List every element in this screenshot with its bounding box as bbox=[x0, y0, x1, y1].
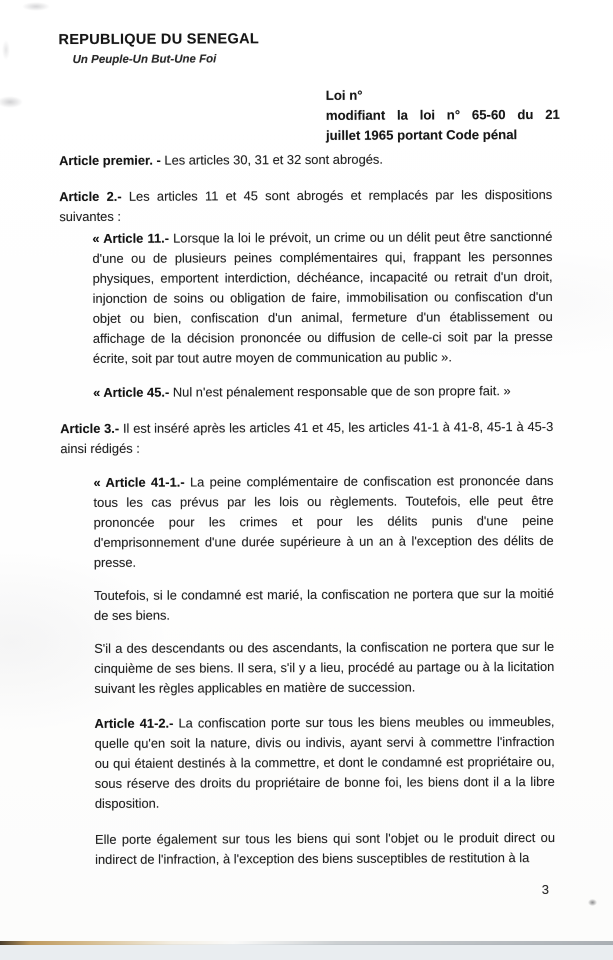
national-motto: Un Peuple-Un But-Une Foi bbox=[72, 53, 217, 67]
paragraph-elle-porte bbox=[95, 828, 555, 870]
paragraph-article-2 bbox=[59, 185, 552, 227]
article-premier-label: Article premier. - bbox=[59, 152, 165, 169]
page-number: 3 bbox=[541, 882, 549, 897]
toutefois-text: Toutefois, si le condamné est marié, la confiscation ne portera que sur la moitié de ses biens. bbox=[93, 585, 554, 623]
article-3-label: Article 3.- bbox=[60, 420, 123, 437]
article-2-text: Les articles 11 et 45 sont abrogés et remplacés par les dispositions suivantes : bbox=[59, 186, 553, 225]
paragraph-article-3 bbox=[60, 417, 553, 459]
article-41-1-text: La peine complémentaire de confiscation est prononcée dans tous les cas prévus par les lois ou règlements. Toutefois, elle peut être prononcée pour les crimes et pour les délits punis d'une peine d'emprisonnement d'une durée supérieure à un an à l'exception des délits de presse. bbox=[93, 472, 554, 570]
paragraph-toutefois bbox=[94, 584, 554, 626]
article-45-text: Nul n'est pénalement responsable que de son propre fait. » bbox=[172, 383, 511, 400]
paragraph-descendants bbox=[94, 637, 554, 699]
article-11-text: Lorsque la loi le prévoit, un crime ou un délit peut être sanctionné d'une ou de plusieurs peines complémentaires qui, frappant les personnes physiques, emportent interdiction, déchéance, incapacité ou retrait d'un droit, injonction de soins ou obligation de faire, immobilisation ou confiscation d'un objet ou bien, confiscation d'un animal, fermeture d'un établissement ou affichage de la décision prononcée ou diffusion de celle-ci soit par la presse écrite, soit par tout autre moyen de communication au public ». bbox=[92, 228, 553, 366]
page-bottom-edge bbox=[0, 941, 613, 945]
article-premier-text: Les articles 30, 31 et 32 sont abrogés. bbox=[164, 151, 383, 168]
country-title: REPUBLIQUE DU SENEGAL bbox=[58, 31, 260, 49]
paragraph-article-41-1 bbox=[93, 471, 553, 573]
paragraph-article-41-2 bbox=[94, 712, 554, 814]
paragraph-article-premier bbox=[59, 149, 552, 171]
article-11-label: « Article 11.- bbox=[92, 230, 174, 246]
article-2-label: Article 2.- bbox=[59, 188, 129, 205]
elle-porte-text: Elle porte également sur tous les biens qui sont l'objet ou le produit direct ou indirect de l'infraction, à l'exception des biens susceptibles de restitution à la bbox=[94, 829, 556, 867]
paragraph-article-45 bbox=[93, 381, 553, 403]
document-header bbox=[58, 29, 551, 68]
descendants-text: S'il a des descendants ou des ascendants, la confiscation ne portera que sur le cinquième de ses biens. Il sera, s'il y a lieu, procédé au partage ou à la licitation suivant les règles applicables en matière de succession. bbox=[94, 638, 555, 696]
law-number-line: Loi n° bbox=[325, 87, 363, 103]
law-title-line: modifiant la loi n° 65-60 du 21 bbox=[325, 106, 560, 123]
article-41-2-text: La confiscation porte sur tous les biens meubles ou immeubles, quelle qu'en soit la nature, divis ou indivis, ayant servi à commettre l'infraction ou qui étaient destinés à la commettre, et dont le condamné est propriétaire ou, sous réserve des droits du propriétaire de bonne foi, les biens dont il a la libre disposition. bbox=[94, 713, 555, 811]
article-45-label: « Article 45.- bbox=[93, 384, 173, 400]
law-title-block bbox=[326, 85, 560, 146]
article-41-2-label: Article 41-2.- bbox=[94, 715, 179, 731]
law-title-line: juillet 1965 portant Code pénal bbox=[325, 127, 518, 143]
article-3-text: Il est inséré après les articles 41 et 45, les articles 41-1 à 41-8, 45-1 à 45-3 ainsi rédigés : bbox=[60, 418, 554, 457]
paragraph-article-11 bbox=[92, 227, 553, 369]
article-41-1-label: « Article 41-1.- bbox=[93, 474, 191, 490]
